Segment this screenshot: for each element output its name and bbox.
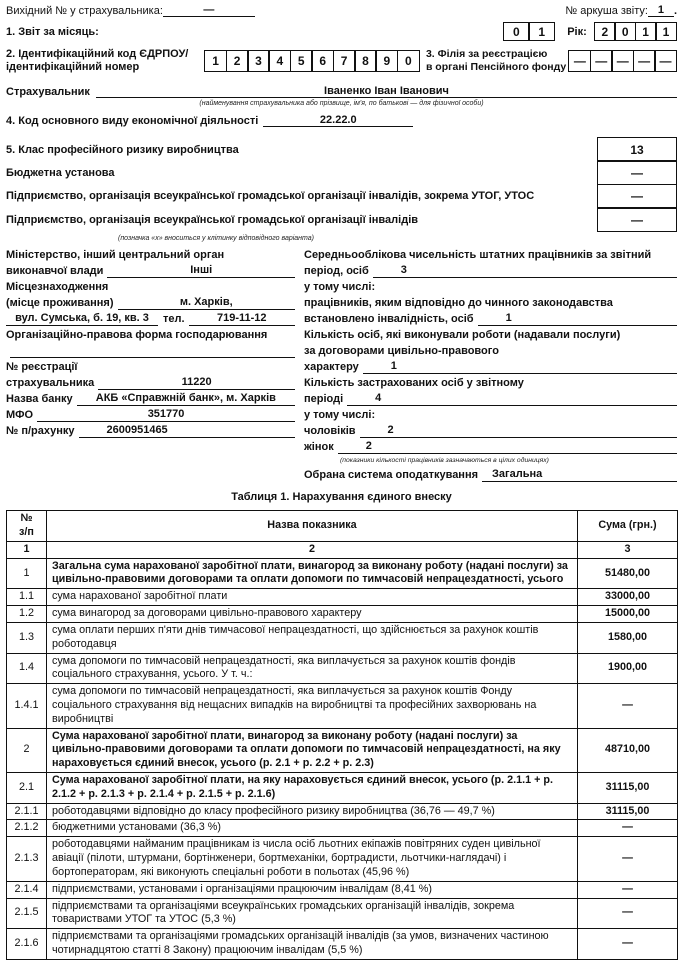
insured-persons-value: 4 — [347, 392, 677, 406]
utog-utos-row — [6, 184, 677, 209]
col-header-name: Назва показника — [47, 511, 578, 542]
left-column — [6, 246, 295, 482]
disabled-workers-value: 1 — [478, 312, 677, 326]
sheet-number-suffix: . — [673, 5, 677, 17]
men-label: чоловіків — [304, 425, 356, 438]
civil-contract-value: 1 — [363, 360, 677, 374]
id-digit-box: 4 — [268, 50, 291, 72]
year-label: Рік: — [567, 25, 587, 38]
activity-code-label: 4. Код основного виду економічної діяльності — [6, 115, 259, 127]
table-row: 2.1.2 бюджетними установами (36,3 %) — — [7, 820, 678, 837]
account-value: 2600951465 — [79, 424, 296, 438]
year-digit-box: 1 — [655, 22, 677, 41]
branch-box: — — [611, 50, 634, 72]
budget-institution-label: Бюджетна установа — [6, 166, 115, 179]
id-digit-box: 7 — [333, 50, 356, 72]
branch-box: — — [590, 50, 613, 72]
outgoing-number-value: — — [163, 4, 255, 17]
utog-utos-label: Підприємство, організація всеукраїнської громадської організації інвалідів, зокрема УТОГ, УТОС — [6, 190, 535, 203]
id-digit-box: 0 — [397, 50, 420, 72]
details-columns — [6, 246, 677, 482]
table-row: 1 Загальна сума нарахованої заробітної плати, винагород за виконану роботу (надані послуги) за цивільно-правовими договорами та оплати допомоги по тимчасовій непрацездатності, усього 51480,00 — [7, 558, 678, 589]
branch-label: 3. Філія за реєстрацією в органі Пенсійного фонду — [425, 48, 567, 73]
disabled-org-label: Підприємство, організація всеукраїнської громадської організації інвалідів — [6, 213, 419, 226]
sheet-number-label: № аркуша звіту: — [565, 5, 648, 17]
insured-persons-label-2: періоді — [304, 393, 344, 406]
risk-class-box: 13 — [597, 137, 677, 162]
account-label: № п/рахунку — [6, 425, 75, 438]
including-label-1: у тому числі: — [304, 281, 376, 294]
reg-number-label-2: страхувальника — [6, 377, 95, 390]
id-digit-box: 3 — [247, 50, 270, 72]
ministry-label-2: виконавчої влади — [6, 265, 104, 278]
year-digit-box: 2 — [594, 22, 616, 41]
mfo-value: 351770 — [37, 408, 295, 422]
id-digit-box: 9 — [375, 50, 398, 72]
civil-contract-label-1: Кількість осіб, які виконували роботи (надавали послуги) — [304, 329, 621, 342]
sheet-number-group — [565, 4, 677, 17]
year-boxes — [594, 22, 677, 41]
avg-staff-label-1: Середньооблікова чисельність штатних працівників за звітний — [304, 249, 652, 262]
id-digit-box: 1 — [204, 50, 227, 72]
id-code-line — [6, 48, 677, 74]
table-colnum-row — [7, 541, 678, 558]
col-header-num: № з/п — [7, 511, 47, 542]
table-row: 2.1.3 роботодавцями найманим працівникам із числа осіб льотних екіпажів повітряних суден цивільної авіації (пілоти, штурмани, бортінженери, бортмеханіки, бортрадисти, льотчики-наглядачі) і бортоператорам, які виконують спеціальні роботи в польотах (45,96 %) — — [7, 837, 678, 881]
id-digit-box: 6 — [311, 50, 334, 72]
disabled-org-box: — — [597, 207, 677, 232]
mfo-label: МФО — [6, 409, 34, 422]
budget-institution-row — [6, 160, 677, 185]
civil-contract-label-3: характеру — [304, 361, 359, 374]
month-digit-box: 0 — [503, 22, 530, 41]
women-label: жінок — [304, 441, 334, 454]
table-row: 1.2 сума винагород за договорами цивільно-правового характеру 15000,00 — [7, 606, 678, 623]
insured-persons-label-1: Кількість застрахованих осіб у звітному — [304, 377, 524, 390]
outgoing-number-label: Вихідний № у страхувальника: — [6, 5, 163, 17]
insurer-name-note: (найменування страхувальника або прізвище, ім'я, по батькові — для фізичної особи) — [199, 100, 484, 107]
table-row: 1.3 сума оплати перших п'яти днів тимчасової непрацездатності, що здійснюється за рахунок коштів роботодавця 1580,00 — [7, 622, 678, 653]
table-row: 1.1 сума нарахованої заробітної плати 33000,00 — [7, 589, 678, 606]
option-rows — [6, 137, 677, 232]
location-street-value: вул. Сумська, б. 19, кв. 3 — [6, 312, 158, 326]
tax-system-label: Обрана система оподаткування — [304, 469, 479, 482]
table-row: 2.1 Сума нарахованої заробітної плати, на яку нараховується єдиний внесок, усього (р. 2.1.1 + р. 2.1.2 + р. 2.1.3 + р. 2.1.4 + р. 2.1.5 + р. 2.1.6) 31115,00 — [7, 773, 678, 804]
id-digit-box: 2 — [226, 50, 249, 72]
civil-contract-label-2: за договорами цивільно-правового — [304, 345, 499, 358]
ministry-label-1: Міністерство, інший центральний орган — [6, 249, 225, 262]
table-row: 1.4.1 сума допомоги по тимчасовій непрацездатності, яка виплачується за рахунок коштів Фонду соціального страхування від нещасних випадків на виробництві та професійних захворювань на виробництві — — [7, 684, 678, 728]
disabled-org-row — [6, 207, 677, 232]
period-boxes — [503, 22, 677, 41]
table-row: 2.1.1 роботодавцями відповідно до класу професійного ризику виробництва (36,76 — 49,7 %) 31115,00 — [7, 803, 678, 820]
risk-class-label: 5. Клас професійного ризику виробництва — [6, 143, 239, 156]
including-label-2: у тому числі: — [304, 409, 376, 422]
id-code-boxes — [204, 50, 420, 72]
month-digit-box: 1 — [528, 22, 555, 41]
location-city-value: м. Харків, — [118, 296, 295, 310]
branch-boxes — [568, 50, 677, 72]
colnum-1: 1 — [7, 541, 47, 558]
top-line — [6, 4, 677, 17]
month-boxes — [503, 22, 555, 41]
year-digit-box: 1 — [635, 22, 657, 41]
insurer-line — [6, 85, 677, 98]
budget-institution-box: — — [597, 160, 677, 185]
id-digit-box: 8 — [354, 50, 377, 72]
right-column — [295, 246, 677, 482]
ministry-value: Інші — [107, 264, 295, 278]
risk-class-row — [6, 137, 677, 162]
legal-form-label: Організаційно-правова форма господарювання — [6, 329, 268, 342]
branch-box: — — [654, 50, 677, 72]
checkbox-note: (позначка «х» вноситься у клітинку відповідного варіанта) — [118, 235, 315, 243]
location-label-2: (місце проживання) — [6, 297, 114, 310]
outgoing-number-group — [6, 4, 255, 17]
reg-number-label-1: № реєстрації — [6, 361, 78, 374]
location-label-1: Місцезнаходження — [6, 281, 109, 294]
disabled-workers-label-1: працівників, яким відповідно до чинного законодавства — [304, 297, 613, 310]
activity-code-value: 22.22.0 — [263, 114, 413, 127]
insurer-name: Іваненко Іван Іванович — [96, 85, 677, 98]
women-value: 2 — [338, 440, 677, 454]
year-digit-box: 0 — [614, 22, 636, 41]
table-row: 1.4 сума допомоги по тимчасовій непрацездатності, яка виплачується за рахунок коштів фондів соціального страхування, усього. У т. ч.: 1900,00 — [7, 653, 678, 684]
activity-code-line — [6, 114, 677, 127]
report-period-line — [6, 22, 677, 41]
table-row: 2.1.6 підприємствами та організаціями громадських організацій інвалідів (за умов, визначених частиною чотирнадцятою статті 8 Закону) працюючим інвалідам (5,5 %) — — [7, 929, 678, 960]
table-row: 2.1.4 підприємствами, установами і організаціями працюючим інвалідам (8,41 %) — — [7, 881, 678, 898]
branch-box: — — [633, 50, 656, 72]
phone-value: 719-11-12 — [189, 312, 295, 326]
sheet-number-value: 1 — [648, 4, 674, 17]
col-header-sum: Сума (грн.) — [578, 511, 678, 542]
bank-name-label: Назва банку — [6, 393, 73, 406]
tax-system-value: Загальна — [482, 468, 677, 482]
table-row: 2.1.5 підприємствами та організаціями всеукраїнських громадських організацій інвалідів, зокрема товариствами УТОГ та УТОС (5,3 %) — — [7, 898, 678, 929]
table-header-row — [7, 511, 678, 542]
workers-count-note: (показники кількості працівників зазначаються в цілих одиницях) — [340, 457, 549, 465]
phone-label: тел. — [163, 313, 185, 326]
men-value: 2 — [360, 424, 677, 438]
report-month-label: 1. Звіт за місяць: — [6, 25, 99, 38]
colnum-2: 2 — [47, 541, 578, 558]
utog-utos-box: — — [597, 184, 677, 209]
avg-staff-value: 3 — [373, 264, 677, 278]
legal-form-value — [10, 357, 295, 358]
table-row: 2 Сума нарахованої заробітної плати, винагород за виконану роботу (надані послуги) за цивільно-правовими договорами та оплати допомоги по тимчасовій непрацездатності, на яку нараховується єдиний внесок, усього (р. 2.1 + р. 2.2 + р. 2.3) 48710,00 — [7, 728, 678, 772]
table-title: Таблиця 1. Нарахування єдиного внеску — [231, 491, 452, 504]
colnum-3: 3 — [578, 541, 678, 558]
id-digit-box: 5 — [290, 50, 313, 72]
avg-staff-label-2: період, осіб — [304, 265, 369, 278]
reg-number-value: 11220 — [98, 376, 295, 390]
insurer-label: Страхувальник — [6, 86, 90, 98]
branch-box: — — [568, 50, 591, 72]
bank-name-value: АКБ «Справжній банк», м. Харків — [77, 392, 295, 406]
contributions-table — [6, 510, 678, 960]
id-code-label: 2. Ідентифікаційний код ЄДРПОУ/ ідентифікаційний номер — [6, 48, 189, 73]
disabled-workers-label-2: встановлено інвалідність, осіб — [304, 313, 474, 326]
